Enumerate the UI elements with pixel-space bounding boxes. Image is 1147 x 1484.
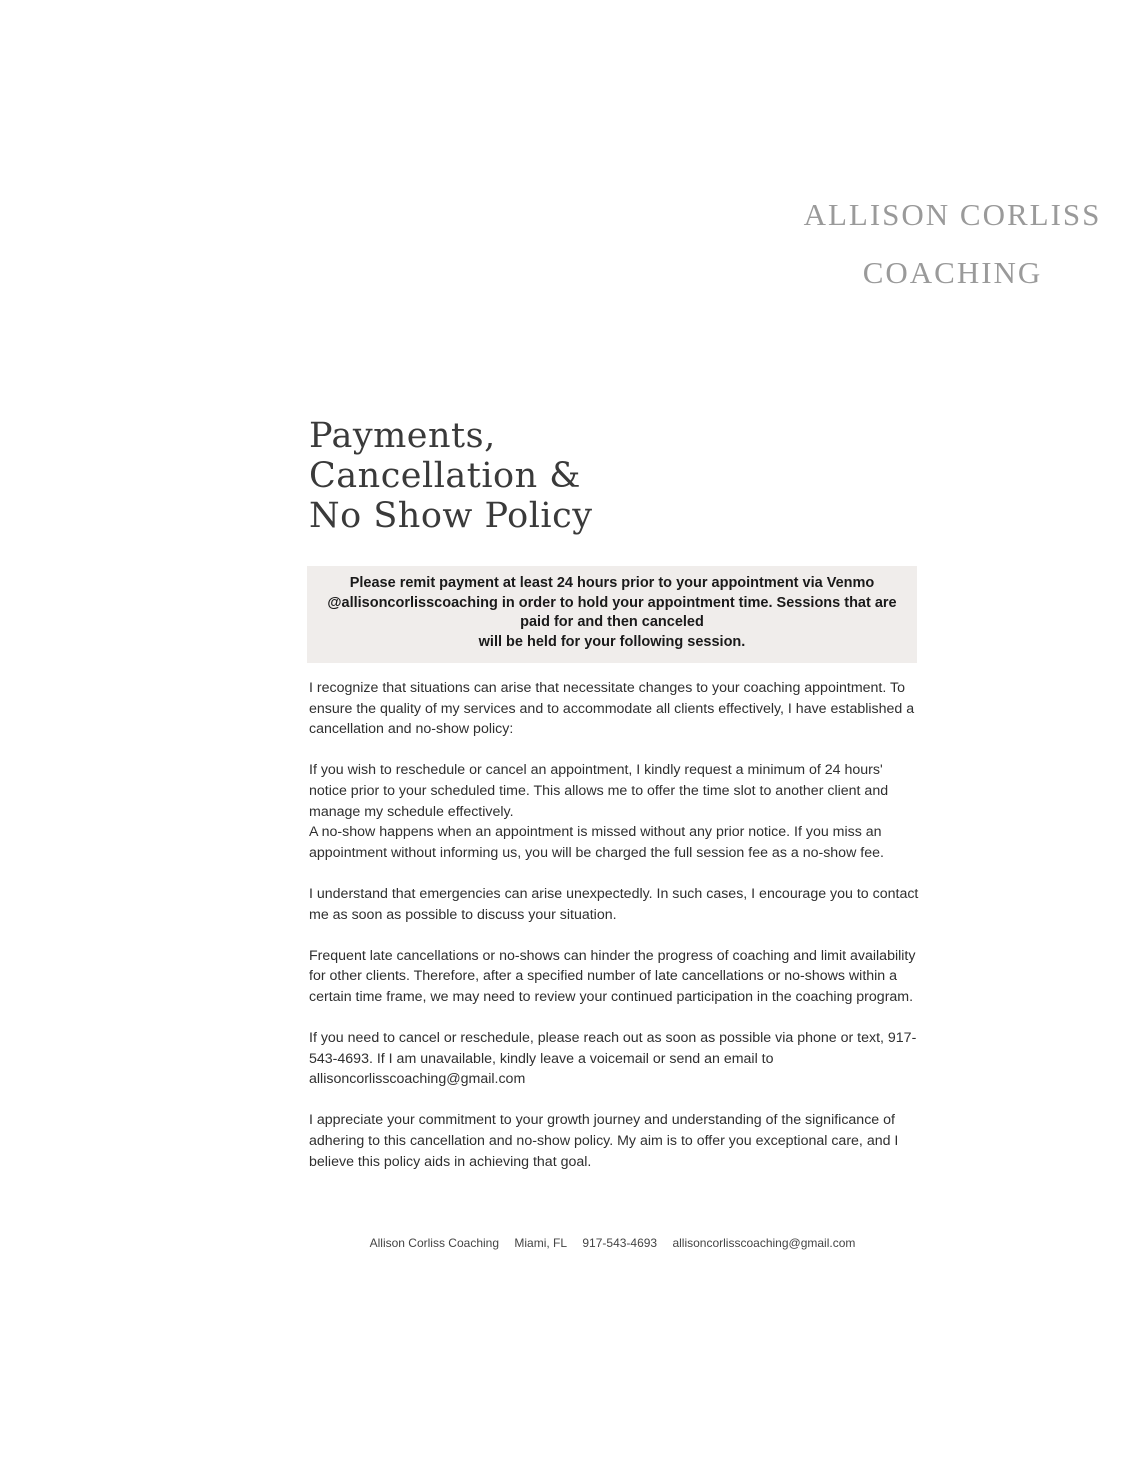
footer	[0, 1236, 1147, 1250]
brand-line-1: ALLISON CORLISS	[803, 197, 1102, 232]
brand-line-2: COACHING	[862, 255, 1043, 290]
notice-line-1: Please remit payment at least 24 hours prior to your appointment via Venmo	[349, 575, 875, 591]
paragraph-frequent-cancellations: Frequent late cancellations or no-shows can hinder the progress of coaching and limit availability for other clients. Therefore, after a specified number of late cancellations or no-shows within a certain time frame, we may need to review your continued participation in the coaching program.	[309, 947, 916, 1005]
payment-notice	[307, 566, 917, 663]
paragraph-no-show: A no-show happens when an appointment is missed without any prior notice. If you miss an appointment without informing us, you will be charged the full session fee as a no-show fee.	[309, 824, 884, 861]
paragraph-emergencies: I understand that emergencies can arise unexpectedly. In such cases, I encourage you to contact me as soon as possible to discuss your situation.	[309, 885, 919, 923]
notice-line-3: will be held for your following session.	[478, 634, 746, 651]
title-line-3: No Show Policy	[309, 496, 593, 536]
footer-email: allisoncorlisscoaching@gmail.com	[672, 1236, 856, 1250]
brand-logo	[790, 186, 1115, 302]
page-title	[309, 416, 592, 536]
paragraph-intro: I recognize that situations can arise that necessitate changes to your coaching appointment. To ensure the quality of my services and to accommodate all clients effectively, I have established a cancellation and no-show policy:	[309, 680, 915, 738]
footer-location: Miami, FL	[514, 1236, 568, 1250]
paragraph-reschedule: If you wish to reschedule or cancel an appointment, I kindly request a minimum of 24 hours' notice prior to your scheduled time. This allows me to offer the time slot to another client and manage my schedule effectively.	[309, 762, 889, 820]
paragraph-contact: If you need to cancel or reschedule, please reach out as soon as possible via phone or text, 917-543-4693. If I am unavailable, kindly leave a voicemail or send an email to allisoncorlisscoaching@gmail.com	[309, 1030, 917, 1088]
notice-line-2: @allisoncorlisscoaching in order to hold your appointment time. Sessions that are paid for and then canceled	[327, 594, 897, 631]
footer-name: Allison Corliss Coaching	[369, 1236, 500, 1250]
title-line-2: Cancellation &	[309, 456, 581, 496]
footer-phone: 917-543-4693	[582, 1236, 658, 1250]
policy-body	[309, 678, 919, 1193]
title-line-1: Payments,	[309, 416, 496, 456]
paragraph-closing: I appreciate your commitment to your growth journey and understanding of the significance of adhering to this cancellation and no-show policy. My aim is to offer you exceptional care, and I believe this policy aids in achieving that goal.	[309, 1112, 899, 1170]
